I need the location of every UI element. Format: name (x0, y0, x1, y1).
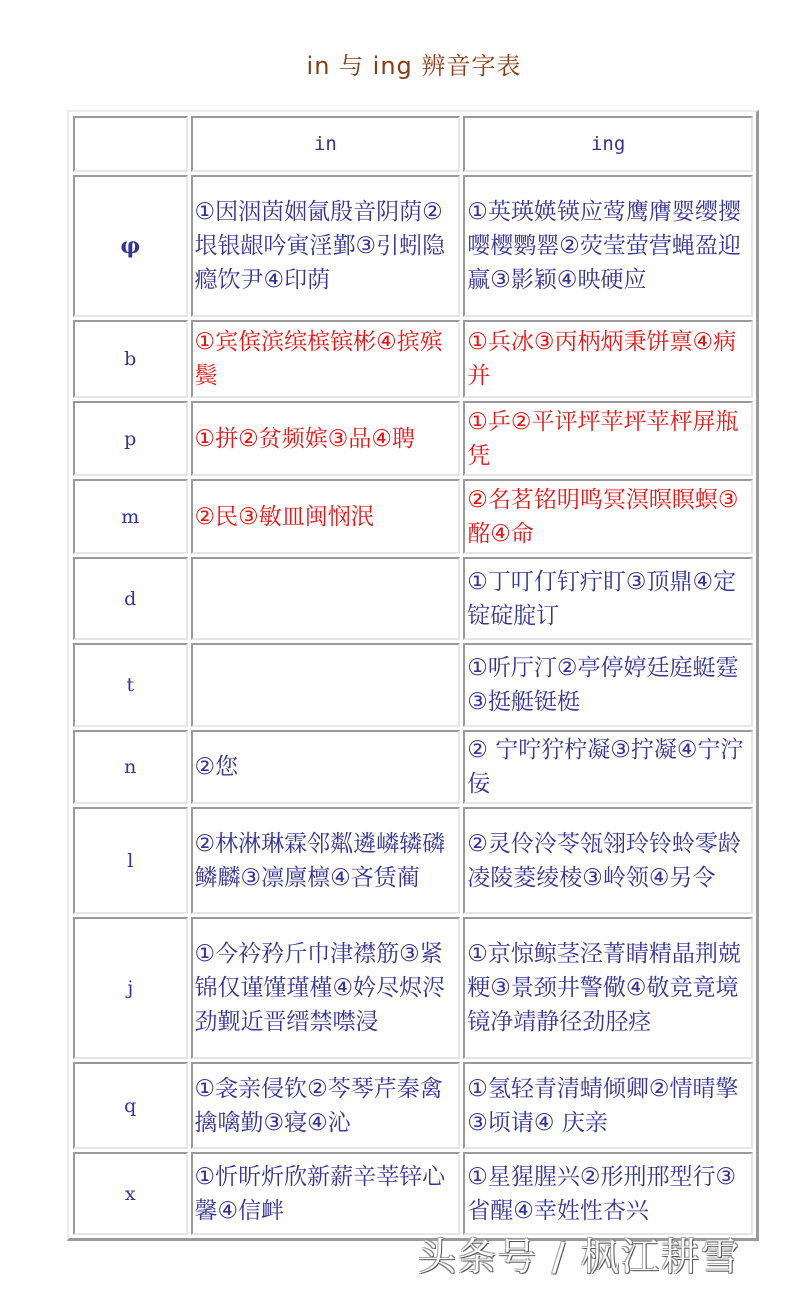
table-row (73, 401, 753, 476)
in-cell: ①拼②贫频嫔③品④聘 (191, 401, 461, 476)
initial-cell: l (73, 807, 188, 914)
ing-cell: ② 宁咛狞柠凝③拧凝④宁泞佞 (463, 730, 753, 804)
initial-cell: m (73, 479, 188, 554)
in-cell: ①宾傧滨缤槟镔彬④摈殡鬓 (191, 320, 461, 398)
table-row (73, 730, 753, 804)
ing-cell: ①英瑛媖锳应莺鹰膺婴缨撄嘤樱鹦罂②荧莹萤营蝇盈迎赢③影颖④映硬应 (463, 175, 753, 317)
table-row (73, 320, 753, 398)
ing-cell: ①星猩腥兴②形刑邢型行③省醒④幸姓性杏兴 (463, 1152, 753, 1235)
ing-cell: ①乒②平评坪苹坪苹枰屏瓶凭 (463, 401, 753, 476)
header-ing: ing (463, 116, 753, 172)
initial-cell: d (73, 557, 188, 640)
ing-cell: ①京惊鲸茎泾菁睛精晶荆兢粳③景颈井警儆④敬竞竟境镜净靖静径劲胫痉 (463, 917, 753, 1059)
in-cell: ②民③敏皿闽悯泯 (191, 479, 461, 554)
in-cell: ①衾亲侵钦②芩琴芹秦禽擒噙勤③寝④沁 (191, 1062, 461, 1149)
initial-cell: n (73, 730, 188, 804)
ing-cell: ①丁叮仃钉疔盯③顶鼎④定锭碇腚订 (463, 557, 753, 640)
in-cell: ①忻昕炘欣新薪辛莘锌心馨④信衅 (191, 1152, 461, 1235)
in-cell: ①因洇茵姻氤殷音阴荫②垠银龈吟寅淫鄞③引蚓隐瘾饮尹④印荫 (191, 175, 461, 317)
in-cell: ②林淋琳霖邻粼遴嶙辚磷鳞麟③凛廪檩④吝赁蔺 (191, 807, 461, 914)
header-blank (73, 116, 188, 172)
ing-cell: ①听厅汀②亭停婷廷庭蜓霆③挺艇铤梃 (463, 643, 753, 727)
initial-cell: b (73, 320, 188, 398)
table-row (73, 557, 753, 640)
in-cell (191, 557, 461, 640)
in-cell (191, 643, 461, 727)
ing-cell: ①兵冰③丙柄炳秉饼禀④病并 (463, 320, 753, 398)
table-row (73, 643, 753, 727)
initial-cell: q (73, 1062, 188, 1149)
ing-cell: ②名茗铭明鸣冥溟暝瞑螟③酩④命 (463, 479, 753, 554)
table-row (73, 807, 753, 914)
table-row (73, 175, 753, 317)
initial-cell: p (73, 401, 188, 476)
ing-cell: ①氢轻青清蜻倾卿②情晴擎③顷请④ 庆亲 (463, 1062, 753, 1149)
watermark: 头条号 / 枫江耕雪 (418, 1235, 741, 1279)
header-in: in (191, 116, 461, 172)
page-title: in 与 ing 辨音字表 (306, 52, 522, 80)
ing-cell: ②灵伶泠苓瓴翎玲铃蛉零龄凌陵菱绫棱③岭领④另令 (463, 807, 753, 914)
in-cell: ①今衿矜斤巾津襟筋③紧锦仅谨馑瑾槿④妗尽烬浕劲觐近晋缙禁噤浸 (191, 917, 461, 1059)
table-row (73, 917, 753, 1059)
header-row (73, 116, 753, 172)
initial-cell: t (73, 643, 188, 727)
initial-cell: φ (73, 175, 188, 317)
initial-cell: j (73, 917, 188, 1059)
initial-cell: x (73, 1152, 188, 1235)
table-row (73, 1062, 753, 1149)
table-row (73, 1152, 753, 1235)
in-cell: ②您 (191, 730, 461, 804)
pronunciation-table (67, 110, 759, 1241)
table-row (73, 479, 753, 554)
